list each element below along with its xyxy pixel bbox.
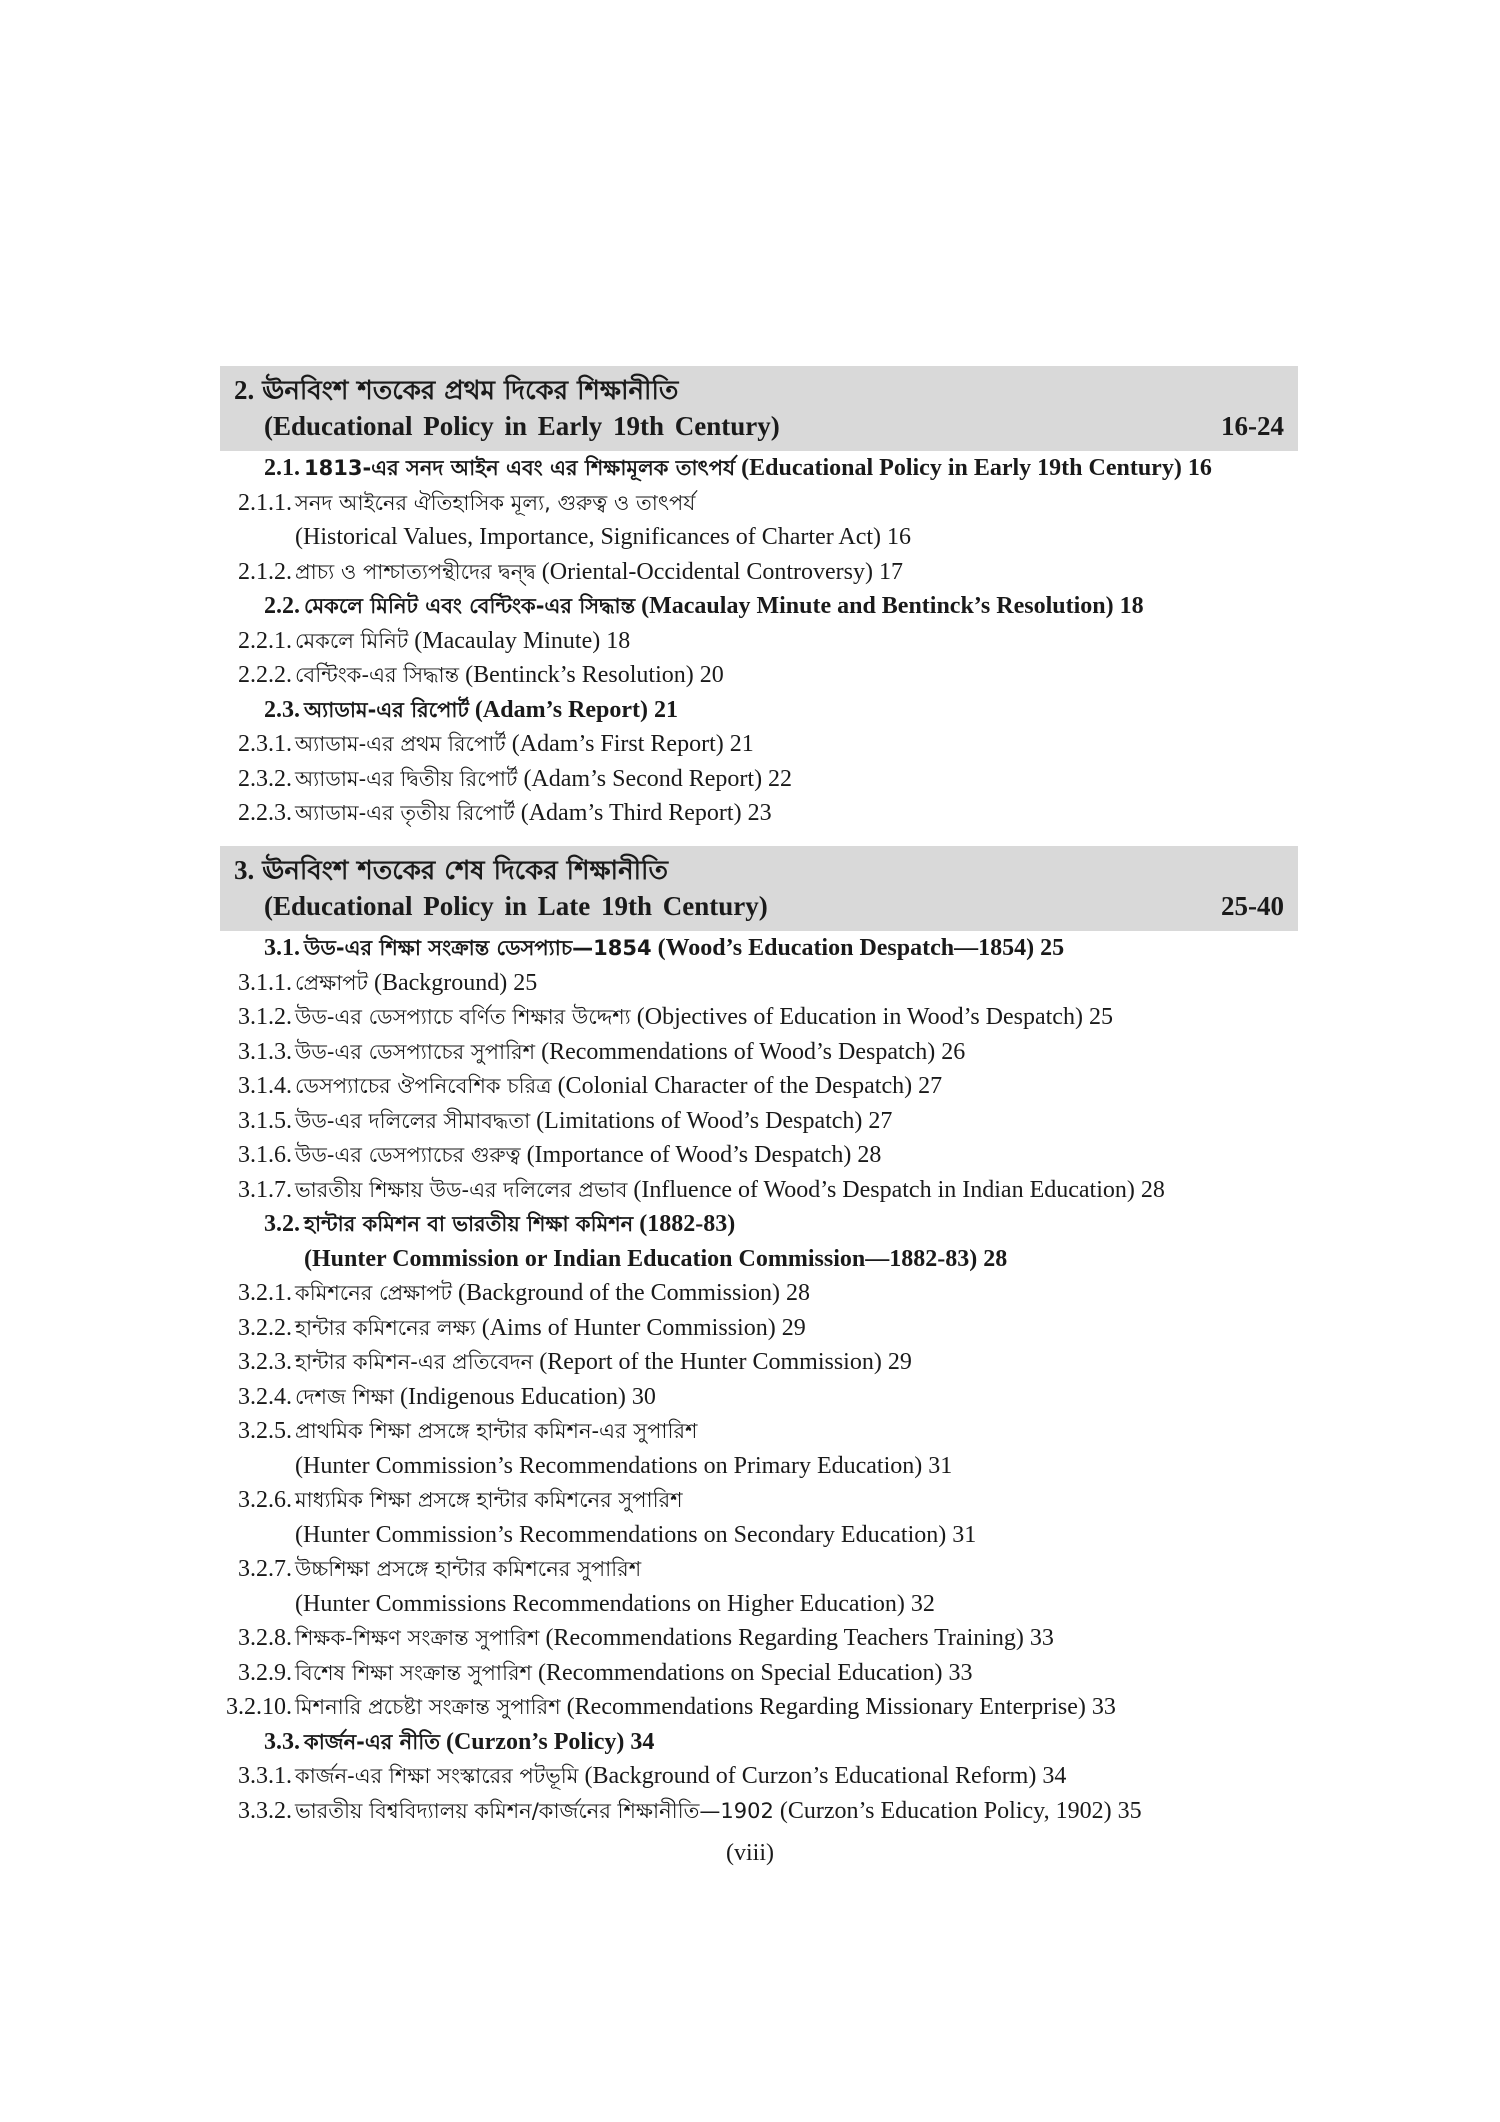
page-folio: (viii) [726, 1840, 774, 1866]
entry-title-bengali: মিশনারি প্রচেষ্টা সংক্রান্ত সুপারিশ [295, 1695, 561, 1719]
entry-title-bengali: অ্যাডাম-এর দ্বিতীয় রিপোর্ট [295, 766, 518, 791]
entry-title-english: (1882-83) [639, 1211, 736, 1237]
entry-title-bengali: প্রেক্ষাপট [295, 970, 368, 995]
entry-title-english: (Adam’s Second Report) 22 [523, 765, 793, 792]
entry-title-bengali: হান্টার কমিশন-এর প্রতিবেদন [295, 1350, 534, 1374]
entry-title-english: (Background of Curzon’s Educational Reform) 34 [584, 1763, 1067, 1789]
entry-number: 3.2. [264, 1211, 300, 1237]
chapter-3-title-bengali: 3. ঊনবিংশ শতকের শেষ দিকের শিক্ষানীতি [234, 855, 669, 886]
entry-title-bengali: অ্যাডাম-এর তৃতীয় রিপোর্ট [295, 801, 515, 825]
toc-subsection-entry [220, 1656, 1298, 1691]
chapter-2-page-range: 16-24 [1221, 411, 1284, 441]
entry-number: 3.1.1. [238, 969, 292, 996]
entry-title-english: (Aims of Hunter Commission) 29 [481, 1314, 806, 1341]
entry-title-bengali: উচ্চশিক্ষা প্রসঙ্গে হান্টার কমিশনের সুপারিশ [295, 1557, 642, 1581]
toc-subsection-entry [220, 658, 1298, 693]
entry-title-english-continuation: (Historical Values, Importance, Significances of Charter Act) 16 [295, 524, 912, 550]
entry-title-bengali: ডেসপ্যাচের ঔপনিবেশিক চরিত্র [295, 1074, 552, 1098]
toc-subsection-entry [220, 1000, 1298, 1035]
entry-title-english: (Recommendations of Wood’s Despatch) 26 [541, 1038, 966, 1065]
entry-title-english: (Adam’s First Report) 21 [511, 731, 754, 757]
chapter-3-section [220, 846, 1298, 1828]
toc-subsection-entry [220, 486, 1298, 555]
entry-number: 3.3. [264, 1728, 300, 1755]
entry-title-english: (Oriental-Occidental Controversy) 17 [541, 558, 904, 585]
entry-title-english: (Objectives of Education in Wood’s Despatch) 25 [636, 1004, 1113, 1030]
entry-number: 3.2.10. [226, 1694, 292, 1720]
toc-subsection-entry [220, 1621, 1298, 1656]
entry-title-english: (Wood’s Education Despatch—1854) 25 [657, 935, 1065, 961]
entry-number: 3.2.6. [238, 1487, 292, 1513]
entry-number: 3.2.3. [238, 1349, 292, 1375]
entry-title-english: (Macaulay Minute) 18 [414, 627, 631, 654]
entry-title-english: (Colonial Character of the Despatch) 27 [557, 1073, 943, 1099]
entry-number: 2.1.2. [238, 558, 292, 585]
toc-section-entry [220, 693, 1298, 728]
entry-title-english: (Limitations of Wood’s Despatch) 27 [536, 1107, 893, 1134]
entry-title-bengali: অ্যাডাম-এর রিপোর্ট [304, 697, 469, 722]
chapter-2-title-bengali: 2. ঊনবিংশ শতকের প্রথম দিকের শিক্ষানীতি [234, 375, 679, 406]
entry-title-bengali: অ্যাডাম-এর প্রথম রিপোর্ট [295, 732, 506, 756]
entry-title-bengali: ভারতীয় শিক্ষায় উড-এর দলিলের প্রভাব [295, 1177, 628, 1202]
entry-title-bengali: হান্টার কমিশনের লক্ষ্য [295, 1315, 476, 1340]
entry-title-english: (Indigenous Education) 30 [399, 1383, 656, 1410]
entry-number: 3.1. [264, 935, 300, 961]
entry-number: 3.2.5. [238, 1418, 292, 1444]
entry-title-bengali: দেশজ শিক্ষা [295, 1384, 394, 1409]
toc-subsection-entry [220, 762, 1298, 797]
entry-number: 3.1.4. [238, 1073, 292, 1099]
toc-subsection-entry [220, 796, 1298, 831]
entry-title-english: (Recommendations on Special Education) 33 [537, 1659, 973, 1686]
entry-number: 2.1.1. [238, 489, 292, 516]
toc-subsection-entry [220, 1276, 1298, 1311]
toc-subsection-entry [220, 1345, 1298, 1380]
entry-title-bengali: প্রাথমিক শিক্ষা প্রসঙ্গে হান্টার কমিশন-এর সুপারিশ [295, 1419, 698, 1443]
toc-subsection-entry [220, 1690, 1298, 1725]
entry-title-english: (Curzon’s Education Policy, 1902) 35 [779, 1797, 1142, 1824]
toc-subsection-entry [220, 1035, 1298, 1070]
entry-number: 3.3.2. [238, 1797, 292, 1824]
toc-subsection-entry [220, 1380, 1298, 1415]
entry-title-bengali: ভারতীয় বিশ্ববিদ্যালয় কমিশন/কার্জনের শিক্ষানীতি—1902 [295, 1798, 774, 1823]
entry-number: 2.3. [264, 696, 300, 723]
chapter-3-title-english: (Educational Policy in Late 19th Century) [264, 891, 768, 921]
entry-number: 3.1.3. [238, 1038, 292, 1065]
entry-title-english: (Educational Policy in Early 19th Century) 16 [741, 455, 1212, 481]
toc-subsection-entry [220, 1173, 1298, 1208]
toc-subsection-entry [220, 1069, 1298, 1104]
entry-number: 2.2.3. [238, 800, 292, 826]
entry-number: 3.1.5. [238, 1107, 292, 1134]
toc-subsection-entry [220, 1414, 1298, 1483]
entry-number: 3.2.4. [238, 1383, 292, 1410]
entry-title-bengali: মেকলে মিনিট এবং বেন্টিংক-এর সিদ্ধান্ত [304, 594, 636, 618]
entry-title-english-continuation: (Hunter Commission or Indian Education Commission—1882-83) 28 [304, 1245, 1008, 1272]
entry-title-bengali: শিক্ষক-শিক্ষণ সংক্রান্ত সুপারিশ [295, 1626, 540, 1650]
entry-title-english: (Macaulay Minute and Bentinck’s Resolution) 18 [641, 593, 1144, 619]
entry-number: 3.2.9. [238, 1659, 292, 1686]
entry-title-bengali: উড-এর ডেসপ্যাচের সুপারিশ [295, 1039, 536, 1064]
toc-section-entry [220, 931, 1298, 966]
chapter-2-heading [220, 366, 1298, 451]
chapter-3-heading [220, 846, 1298, 931]
entry-title-english: (Recommendations Regarding Teachers Training) 33 [545, 1625, 1054, 1651]
chapter-3-number: 3. [234, 855, 255, 885]
entry-number: 2.3.1. [238, 731, 292, 757]
entry-title-english: (Importance of Wood’s Despatch) 28 [526, 1142, 882, 1168]
chapter-2-entries [220, 451, 1298, 831]
chapter-2-number: 2. [234, 375, 255, 405]
toc-subsection-entry [220, 1311, 1298, 1346]
entry-number: 2.2.2. [238, 662, 292, 688]
entry-number: 3.1.2. [238, 1004, 292, 1030]
entry-number: 2.2.1. [238, 627, 292, 654]
entry-title-english: (Curzon’s Policy) 34 [445, 1728, 655, 1755]
entry-title-bengali: কমিশনের প্রেক্ষাপট [295, 1281, 452, 1305]
entry-number: 3.2.1. [238, 1280, 292, 1306]
toc-subsection-entry [220, 1794, 1298, 1829]
toc-subsection-entry [220, 727, 1298, 762]
entry-number: 3.2.2. [238, 1314, 292, 1341]
entry-title-english: (Background) 25 [374, 969, 538, 996]
entry-number: 3.2.7. [238, 1556, 292, 1582]
entry-title-bengali: উড-এর দলিলের সীমাবদ্ধতা [295, 1108, 531, 1133]
entry-number: 3.1.6. [238, 1142, 292, 1168]
entry-number: 2.3.2. [238, 765, 292, 792]
toc-subsection-entry [220, 624, 1298, 659]
toc-subsection-entry [220, 1759, 1298, 1794]
entry-number: 3.3.1. [238, 1763, 292, 1789]
entry-title-english-continuation: (Hunter Commission’s Recommendations on Secondary Education) 31 [295, 1521, 977, 1548]
entry-title-bengali: 1813-এর সনদ আইন এবং এর শিক্ষামূলক তাৎপর্য [304, 456, 736, 480]
entry-title-english: (Background of the Commission) 28 [457, 1280, 810, 1306]
chapter-2-section [220, 366, 1298, 831]
entry-title-bengali: বিশেষ শিক্ষা সংক্রান্ত সুপারিশ [295, 1660, 532, 1685]
toc-section-entry [220, 589, 1298, 624]
entry-title-bengali: কার্জন-এর শিক্ষা সংস্কারের পটভূমি [295, 1764, 579, 1788]
toc-section-entry [220, 1207, 1298, 1276]
chapter-2-title-english: (Educational Policy in Early 19th Century) [264, 411, 780, 441]
toc-section-entry [220, 451, 1298, 486]
entry-title-bengali: মেকলে মিনিট [295, 628, 409, 653]
entry-title-english: (Adam’s Report) 21 [474, 696, 678, 723]
entry-title-bengali: উড-এর শিক্ষা সংক্রান্ত ডেসপ্যাচ—1854 [304, 936, 652, 960]
entry-title-english: (Adam’s Third Report) 23 [520, 800, 772, 826]
toc-subsection-entry [220, 1104, 1298, 1139]
entry-title-bengali: কার্জন-এর নীতি [304, 1729, 440, 1754]
toc-subsection-entry [220, 555, 1298, 590]
chapter-3-page-range: 25-40 [1221, 891, 1284, 921]
entry-number: 2.1. [264, 455, 300, 481]
entry-title-english: (Bentinck’s Resolution) 20 [465, 662, 724, 688]
entry-title-english: (Recommendations Regarding Missionary Enterprise) 33 [566, 1694, 1116, 1720]
toc-subsection-entry [220, 1552, 1298, 1621]
entry-title-bengali: উড-এর ডেসপ্যাচের গুরুত্ব [295, 1143, 521, 1167]
entry-title-bengali: বেন্টিংক-এর সিদ্ধান্ত [295, 663, 460, 687]
entry-title-english: (Influence of Wood’s Despatch in Indian Education) 28 [633, 1176, 1165, 1203]
entry-title-english: (Report of the Hunter Commission) 29 [539, 1349, 912, 1375]
entry-title-bengali: হান্টার কমিশন বা ভারতীয় শিক্ষা কমিশন [304, 1212, 634, 1236]
entry-number: 3.1.7. [238, 1176, 292, 1203]
toc-section-entry [220, 1725, 1298, 1760]
entry-number: 3.2.8. [238, 1625, 292, 1651]
entry-number: 2.2. [264, 593, 300, 619]
entry-title-english-continuation: (Hunter Commission’s Recommendations on Primary Education) 31 [295, 1452, 953, 1479]
chapter-3-entries [220, 931, 1298, 1828]
toc-subsection-entry [220, 1483, 1298, 1552]
toc-subsection-entry [220, 1138, 1298, 1173]
entry-title-english-continuation: (Hunter Commissions Recommendations on Higher Education) 32 [295, 1590, 935, 1617]
entry-title-bengali: প্রাচ্য ও পাশ্চাত্যপন্থীদের দ্বন্দ্ব [295, 559, 536, 584]
toc-subsection-entry [220, 966, 1298, 1001]
entry-title-bengali: মাধ্যমিক শিক্ষা প্রসঙ্গে হান্টার কমিশনের সুপারিশ [295, 1488, 683, 1512]
entry-title-bengali: উড-এর ডেসপ্যাচে বর্ণিত শিক্ষার উদ্দেশ্য [295, 1005, 631, 1029]
entry-title-bengali: সনদ আইনের ঐতিহাসিক মূল্য, গুরুত্ব ও তাৎপর্য [295, 490, 696, 515]
